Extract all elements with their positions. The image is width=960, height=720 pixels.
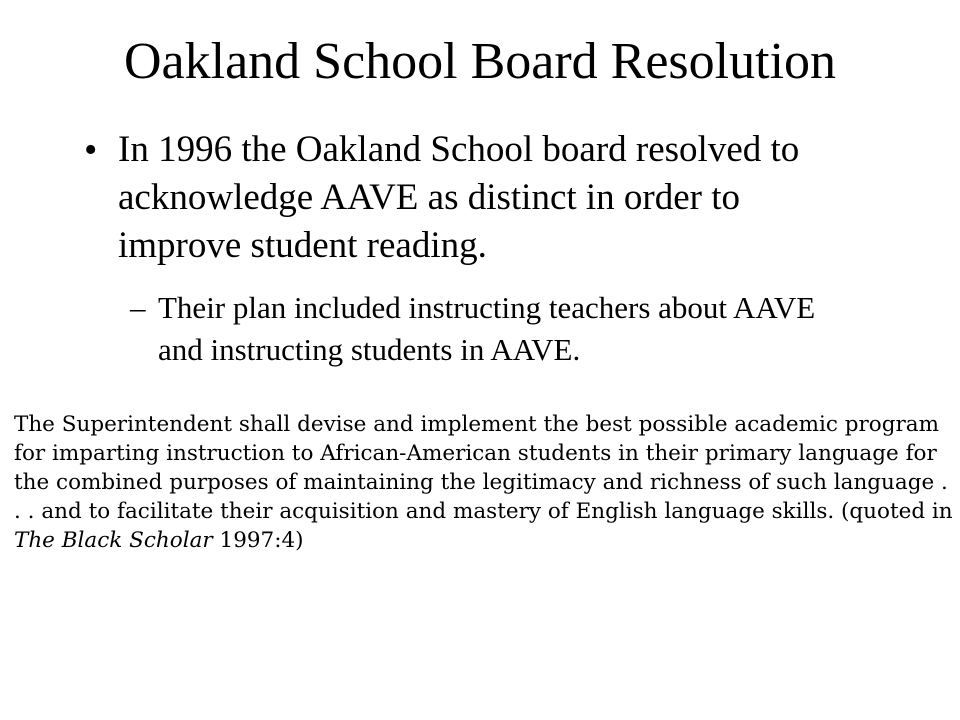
bullet-text: In 1996 the Oakland School board resolved to acknowledge AAVE as distinct in order to improve student reading. [118, 129, 800, 266]
quote-body: The Superintendent shall devise and implement the best possible academic program for imparting instruction to African-American students in their primary language for the combined purposes of maintaining the legitimacy and richness of such language . . . and to facilitate their acquisition and mastery of English language skills. (quoted in [14, 412, 953, 524]
sub-bullet-item [130, 287, 850, 371]
bullet-item [84, 126, 874, 270]
quote-source-title: The Black Scholar [14, 528, 213, 553]
quote-source-detail: 1997:4) [212, 528, 304, 553]
slide-title: Oakland School Board Resolution [123, 33, 837, 90]
bullet-marker: • [84, 129, 98, 171]
sub-bullet-text: Their plan included instructing teachers about AAVE and instructing students in AAVE. [158, 290, 816, 367]
quote-block [14, 410, 954, 555]
sub-bullet-marker: – [130, 290, 146, 325]
